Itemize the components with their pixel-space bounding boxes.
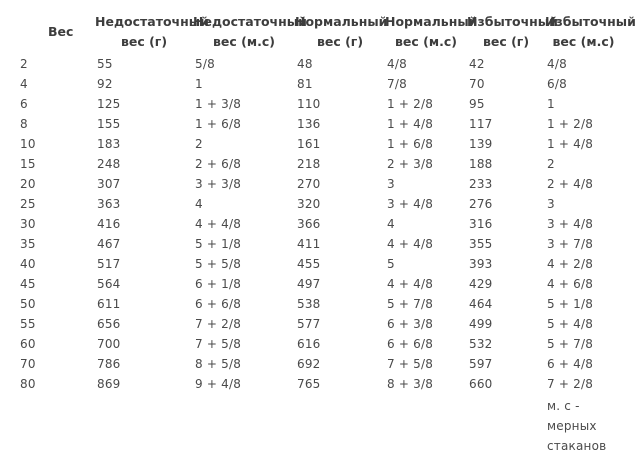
table-cell: 2 [195, 137, 203, 151]
table-cell: 70 [469, 77, 485, 91]
table-cell: 45 [20, 277, 36, 291]
table-cell: 577 [297, 317, 321, 331]
table-cell: 5 + 5/8 [195, 257, 242, 271]
table-row [18, 194, 622, 214]
table-cell: 1 + 6/8 [195, 117, 242, 131]
table-cell: 538 [297, 297, 321, 311]
table-cell: 183 [97, 137, 121, 151]
table-cell: 5 + 7/8 [547, 337, 594, 351]
table-cell: 616 [297, 337, 321, 351]
header-over-ms: Избыточный вес (м.с) [545, 14, 636, 49]
table-cell: 2 [547, 157, 555, 171]
table-cell: 656 [97, 317, 121, 331]
table-cell: 110 [297, 97, 321, 111]
table-row [18, 354, 622, 374]
table-row [18, 174, 622, 194]
table-cell: 139 [469, 137, 493, 151]
table-cell: 25 [20, 197, 36, 211]
table-cell: 1 [547, 97, 555, 111]
table-cell: 2 + 3/8 [387, 157, 434, 171]
table-cell: 363 [97, 197, 121, 211]
table-cell: 429 [469, 277, 493, 291]
table-cell: 6 + 3/8 [387, 317, 434, 331]
table-row [18, 254, 622, 274]
table-cell: 7 + 2/8 [195, 317, 242, 331]
table-cell: 48 [297, 57, 313, 71]
table-cell: 4/8 [547, 57, 567, 71]
table-cell: 10 [20, 137, 36, 151]
table-cell: 3 [547, 197, 555, 211]
table-cell: 6 [20, 97, 28, 111]
table-cell: 5 [387, 257, 395, 271]
table-cell: 1 + 2/8 [547, 117, 594, 131]
table-row [18, 274, 622, 294]
table-cell: 4 [387, 217, 395, 231]
table-cell: 8 + 5/8 [195, 357, 242, 371]
table-cell: 80 [20, 377, 36, 391]
table-cell: 4 + 4/8 [387, 277, 434, 291]
table-cell: 411 [297, 237, 321, 251]
table-cell: 2 + 4/8 [547, 177, 594, 191]
header-over-g: Избыточный вес (г) [467, 14, 558, 49]
table-cell: 765 [297, 377, 321, 391]
header-under-g: Недостаточный вес (г) [95, 14, 209, 49]
table-cell: 4 [195, 197, 203, 211]
table-row [18, 154, 622, 174]
feeding-table [18, 10, 636, 456]
table-row [18, 234, 622, 254]
table-cell: 393 [469, 257, 493, 271]
table-cell: 270 [297, 177, 321, 191]
table-cell: 611 [97, 297, 121, 311]
table-cell: 4/8 [387, 57, 407, 71]
table-row [18, 74, 622, 94]
table-cell: 155 [97, 117, 121, 131]
table-cell: 5/8 [195, 57, 215, 71]
table-cell: 692 [297, 357, 321, 371]
table-cell: 6/8 [547, 77, 567, 91]
header-normal-g: Нормальный вес (г) [295, 14, 388, 49]
header-under-ms: Недостаточный вес (м.с) [193, 14, 307, 49]
table-row [18, 54, 622, 74]
table-cell: 81 [297, 77, 313, 91]
table-cell: 55 [97, 57, 113, 71]
table-cell: 467 [97, 237, 121, 251]
table-cell: 564 [97, 277, 121, 291]
table-cell: 136 [297, 117, 321, 131]
footnote: м. с - мерных стаканов [547, 399, 607, 453]
table-cell: 320 [297, 197, 321, 211]
table-cell: 7 + 5/8 [195, 337, 242, 351]
table-row [18, 114, 622, 134]
table-cell: 786 [97, 357, 121, 371]
table-row [18, 374, 622, 394]
table-cell: 188 [469, 157, 493, 171]
table-cell: 499 [469, 317, 493, 331]
table-cell: 161 [297, 137, 321, 151]
table-cell: 5 + 7/8 [387, 297, 434, 311]
table-cell: 92 [97, 77, 113, 91]
table-cell: 5 + 1/8 [195, 237, 242, 251]
table-cell: 55 [20, 317, 36, 331]
table-cell: 316 [469, 217, 493, 231]
table-cell: 532 [469, 337, 493, 351]
table-cell: 1 + 2/8 [387, 97, 434, 111]
table-cell: 30 [20, 217, 36, 231]
table-cell: 517 [97, 257, 121, 271]
table-cell: 8 + 3/8 [387, 377, 434, 391]
table-cell: 9 + 4/8 [195, 377, 242, 391]
table-cell: 5 + 1/8 [547, 297, 594, 311]
table-row [18, 314, 622, 334]
table-cell: 6 + 6/8 [195, 297, 242, 311]
table-body [18, 54, 622, 456]
table-cell: 5 + 4/8 [547, 317, 594, 331]
table-cell: 35 [20, 237, 36, 251]
table-cell: 1 + 4/8 [387, 117, 434, 131]
table-cell: 464 [469, 297, 493, 311]
table-cell: 497 [297, 277, 321, 291]
table-cell: 20 [20, 177, 36, 191]
table-cell: 125 [97, 97, 121, 111]
table-header-row [18, 10, 622, 54]
table-cell: 218 [297, 157, 321, 171]
table-row [18, 214, 622, 234]
table-cell: 4 + 4/8 [195, 217, 242, 231]
table-cell: 597 [469, 357, 493, 371]
table-cell: 455 [297, 257, 321, 271]
table-cell: 2 + 6/8 [195, 157, 242, 171]
table-cell: 248 [97, 157, 121, 171]
footnote-row [18, 394, 622, 456]
table-cell: 1 [195, 77, 203, 91]
header-weight: Вес [48, 24, 74, 39]
table-cell: 6 + 1/8 [195, 277, 242, 291]
table-cell: 42 [469, 57, 485, 71]
table-row [18, 294, 622, 314]
table-row [18, 94, 622, 114]
table-cell: 95 [469, 97, 485, 111]
table-cell: 660 [469, 377, 493, 391]
table-cell: 7 + 5/8 [387, 357, 434, 371]
table-cell: 6 + 6/8 [387, 337, 434, 351]
table-cell: 276 [469, 197, 493, 211]
table-cell: 60 [20, 337, 36, 351]
table-cell: 307 [97, 177, 121, 191]
table-cell: 3 + 7/8 [547, 237, 594, 251]
table-cell: 3 + 4/8 [547, 217, 594, 231]
table-cell: 15 [20, 157, 36, 171]
table-cell: 4 + 4/8 [387, 237, 434, 251]
table-cell: 3 [387, 177, 395, 191]
table-cell: 1 + 6/8 [387, 137, 434, 151]
table-cell: 50 [20, 297, 36, 311]
table-row [18, 334, 622, 354]
table-cell: 3 + 3/8 [195, 177, 242, 191]
table-cell: 6 + 4/8 [547, 357, 594, 371]
table-cell: 8 [20, 117, 28, 131]
table-cell: 4 + 2/8 [547, 257, 594, 271]
table-row [18, 134, 622, 154]
table-cell: 700 [97, 337, 121, 351]
table-cell: 2 [20, 57, 28, 71]
table-cell: 7/8 [387, 77, 407, 91]
table-cell: 4 [20, 77, 28, 91]
table-cell: 4 + 6/8 [547, 277, 594, 291]
table-cell: 7 + 2/8 [547, 377, 594, 391]
table-cell: 355 [469, 237, 493, 251]
header-normal-ms: Нормальный вес (м.с) [385, 14, 478, 49]
table-cell: 1 + 4/8 [547, 137, 594, 151]
table-cell: 416 [97, 217, 121, 231]
table-cell: 3 + 4/8 [387, 197, 434, 211]
table-cell: 70 [20, 357, 36, 371]
table-cell: 1 + 3/8 [195, 97, 242, 111]
table-cell: 233 [469, 177, 493, 191]
table-cell: 117 [469, 117, 493, 131]
table-cell: 869 [97, 377, 121, 391]
table-cell: 40 [20, 257, 36, 271]
table-cell: 366 [297, 217, 321, 231]
